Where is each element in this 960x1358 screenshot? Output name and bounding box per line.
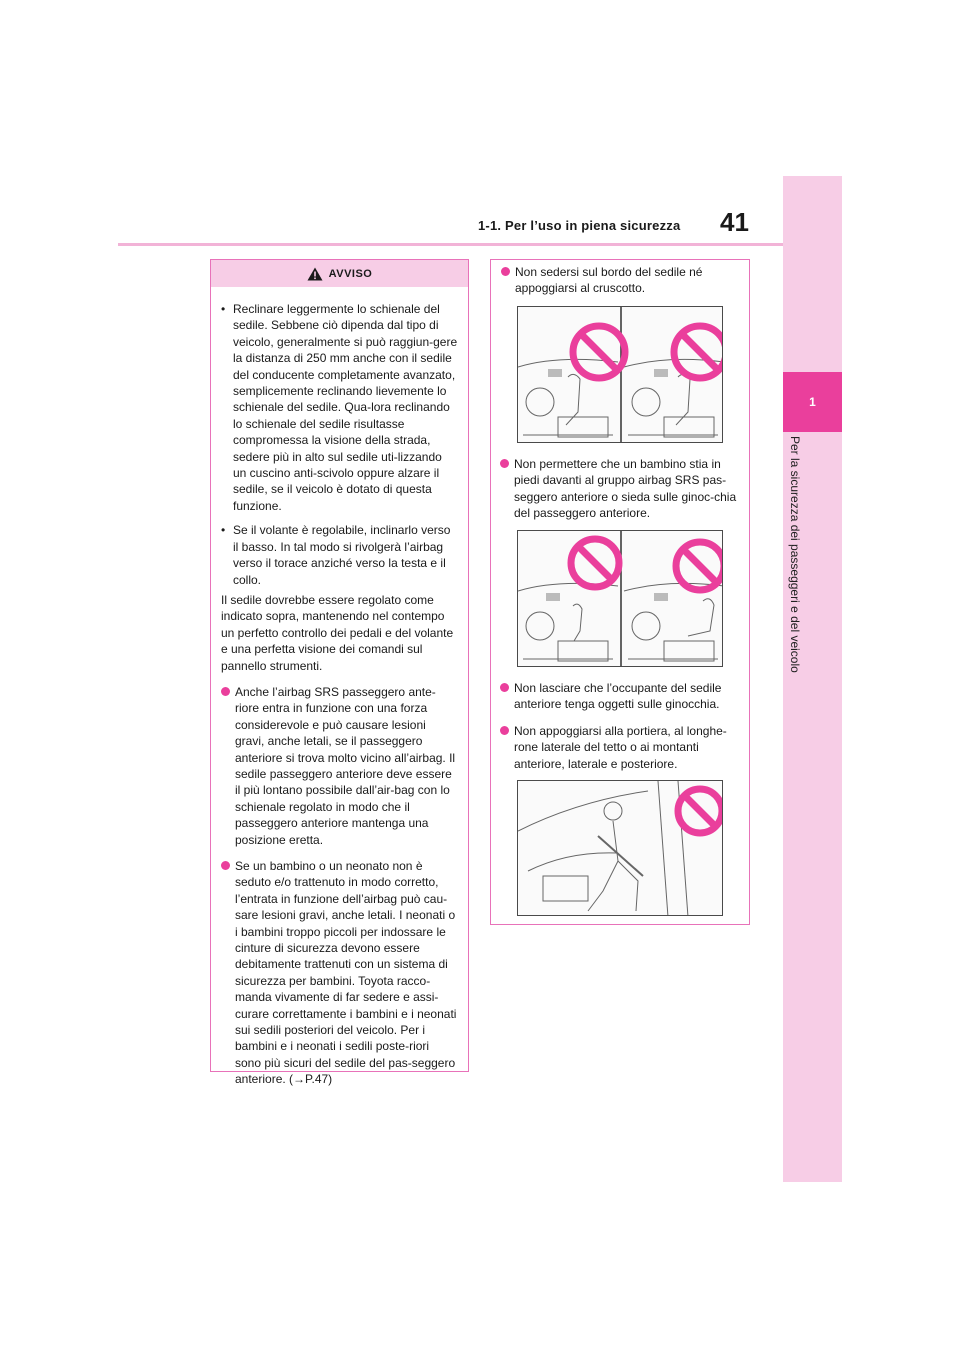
section-title: 1-1. Per l’uso in piena sicurezza [478,218,681,233]
warning-content [211,287,468,1088]
right-item-3 [490,674,750,772]
warning-item [221,684,458,848]
bullet-mark: • [221,523,226,538]
prohibition-icon [674,326,723,378]
warning-item [221,858,458,1088]
header-rule [118,243,783,246]
prohibition-icon [571,539,619,587]
chapter-title: Per la sicurezza dei passeggeri e del veicolo [788,436,802,673]
bullet-mark: • [221,302,226,316]
illustration-sitting-on-seat-edge [517,306,723,443]
warning-item-text: Non appoggiarsi alla portiera, al longhe-rone laterale del tetto o ai montanti anteriore, laterale e posteriore. [514,723,727,771]
illustration-child-in-front [517,530,723,667]
pink-dot-icon [500,459,509,468]
warning-item [500,680,740,713]
right-item-2 [490,450,750,522]
pink-dot-icon [500,683,509,692]
warning-item-text: Anche l’airbag SRS passeggero ante-riore entra in funzione con una forza considerevole e può causare lesioni gravi, anche letali, se il passeggero anteriore si trova molto vicino all’airbag. Il sedile passeggero anteriore deve essere il più lontano possibile dall’air-bag con lo schienale regolato in modo che il passeggero anteriore mantenga una posizione eretta. [235,684,456,847]
warning-header [211,260,468,287]
warning-title: AVVISO [328,267,373,280]
warning-item [500,456,740,522]
warning-item-text: Non permettere che un bambino stia in piedi davanti al gruppo airbag SRS pas-seggero anteriore o sieda sulle ginoc-chia del passeggero anteriore. [514,457,737,521]
warning-item-text: Se un bambino o un neonato non è seduto e/o trattenuto in modo corretto, l’entrata in funzione dell’airbag può cau-sare lesioni gravi, anche letali. I neonati o i bambini troppo piccoli per indossare le cinture di sicurezza devono essere debitamente trattenuti con un sistema di sicurezza per bambini. Toyota racco-manda vivamente di far sedere e assi-curare correttamente i bambini e i neonati sui sedili posteriori del veicolo. Per i bambini e i neonati i sedili poste-riori sono più sicuri del sedile del pas-seggero anteriore. (→P.47) [235,859,457,1087]
chapter-number-tab[interactable]: 1 [783,372,842,432]
pink-dot-icon [501,267,510,276]
pink-dot-icon [221,687,230,696]
warning-triangle-icon [307,267,323,281]
warning-item-text: Non sedersi sul bordo del sedile né appoggiarsi al cruscotto. [515,265,703,296]
warning-bullet-text: Reclinare leggermente lo schienale del sedile. Sebbene ciò dipenda dal tipo di veicolo, generalmente si può raggiun-gere la distanza di 250 mm anche con il sedile del conducente completamente avanzato, semplicemente reclinando lievemente lo schienale del sedile. Qua-lora reclinando lo schienale del sedile risultasse compromessa la visione della strada, sedere più in alto sul sedile uti-lizzando un cuscino anti-scivolo oppure alzare il sedile, se il veicolo è dotato di questa funzione. [233,302,458,513]
warning-item [501,264,739,297]
right-content [491,260,749,297]
warning-bullet [221,301,458,514]
pink-dot-icon [221,861,230,870]
illustration-leaning-on-door [517,780,723,916]
page-number: 41 [720,207,749,237]
warning-item-text: Non lasciare che l’occupante del sedile anteriore tenga oggetti sulle ginocchia. [514,681,722,712]
warning-box [210,259,469,1087]
prohibition-icon [573,326,625,378]
warning-item [500,723,740,772]
warning-paragraph: Il sedile dovrebbe essere regolato come indicato sopra, mantenendo nel contempo un perfetto controllo dei pedali e del volante e una perfetta visione dei comandi sul pannello strumenti. [221,592,454,673]
prohibition-icon [676,542,723,590]
pink-dot-icon [500,726,509,735]
warning-bullet-text: Se il volante è regolabile, inclinarlo verso il basso. In tal modo si rivolgerà l’airbag verso il torace anziché verso la testa e il collo. [233,523,451,587]
prohibition-icon [678,789,722,833]
warning-bullet [221,522,458,588]
